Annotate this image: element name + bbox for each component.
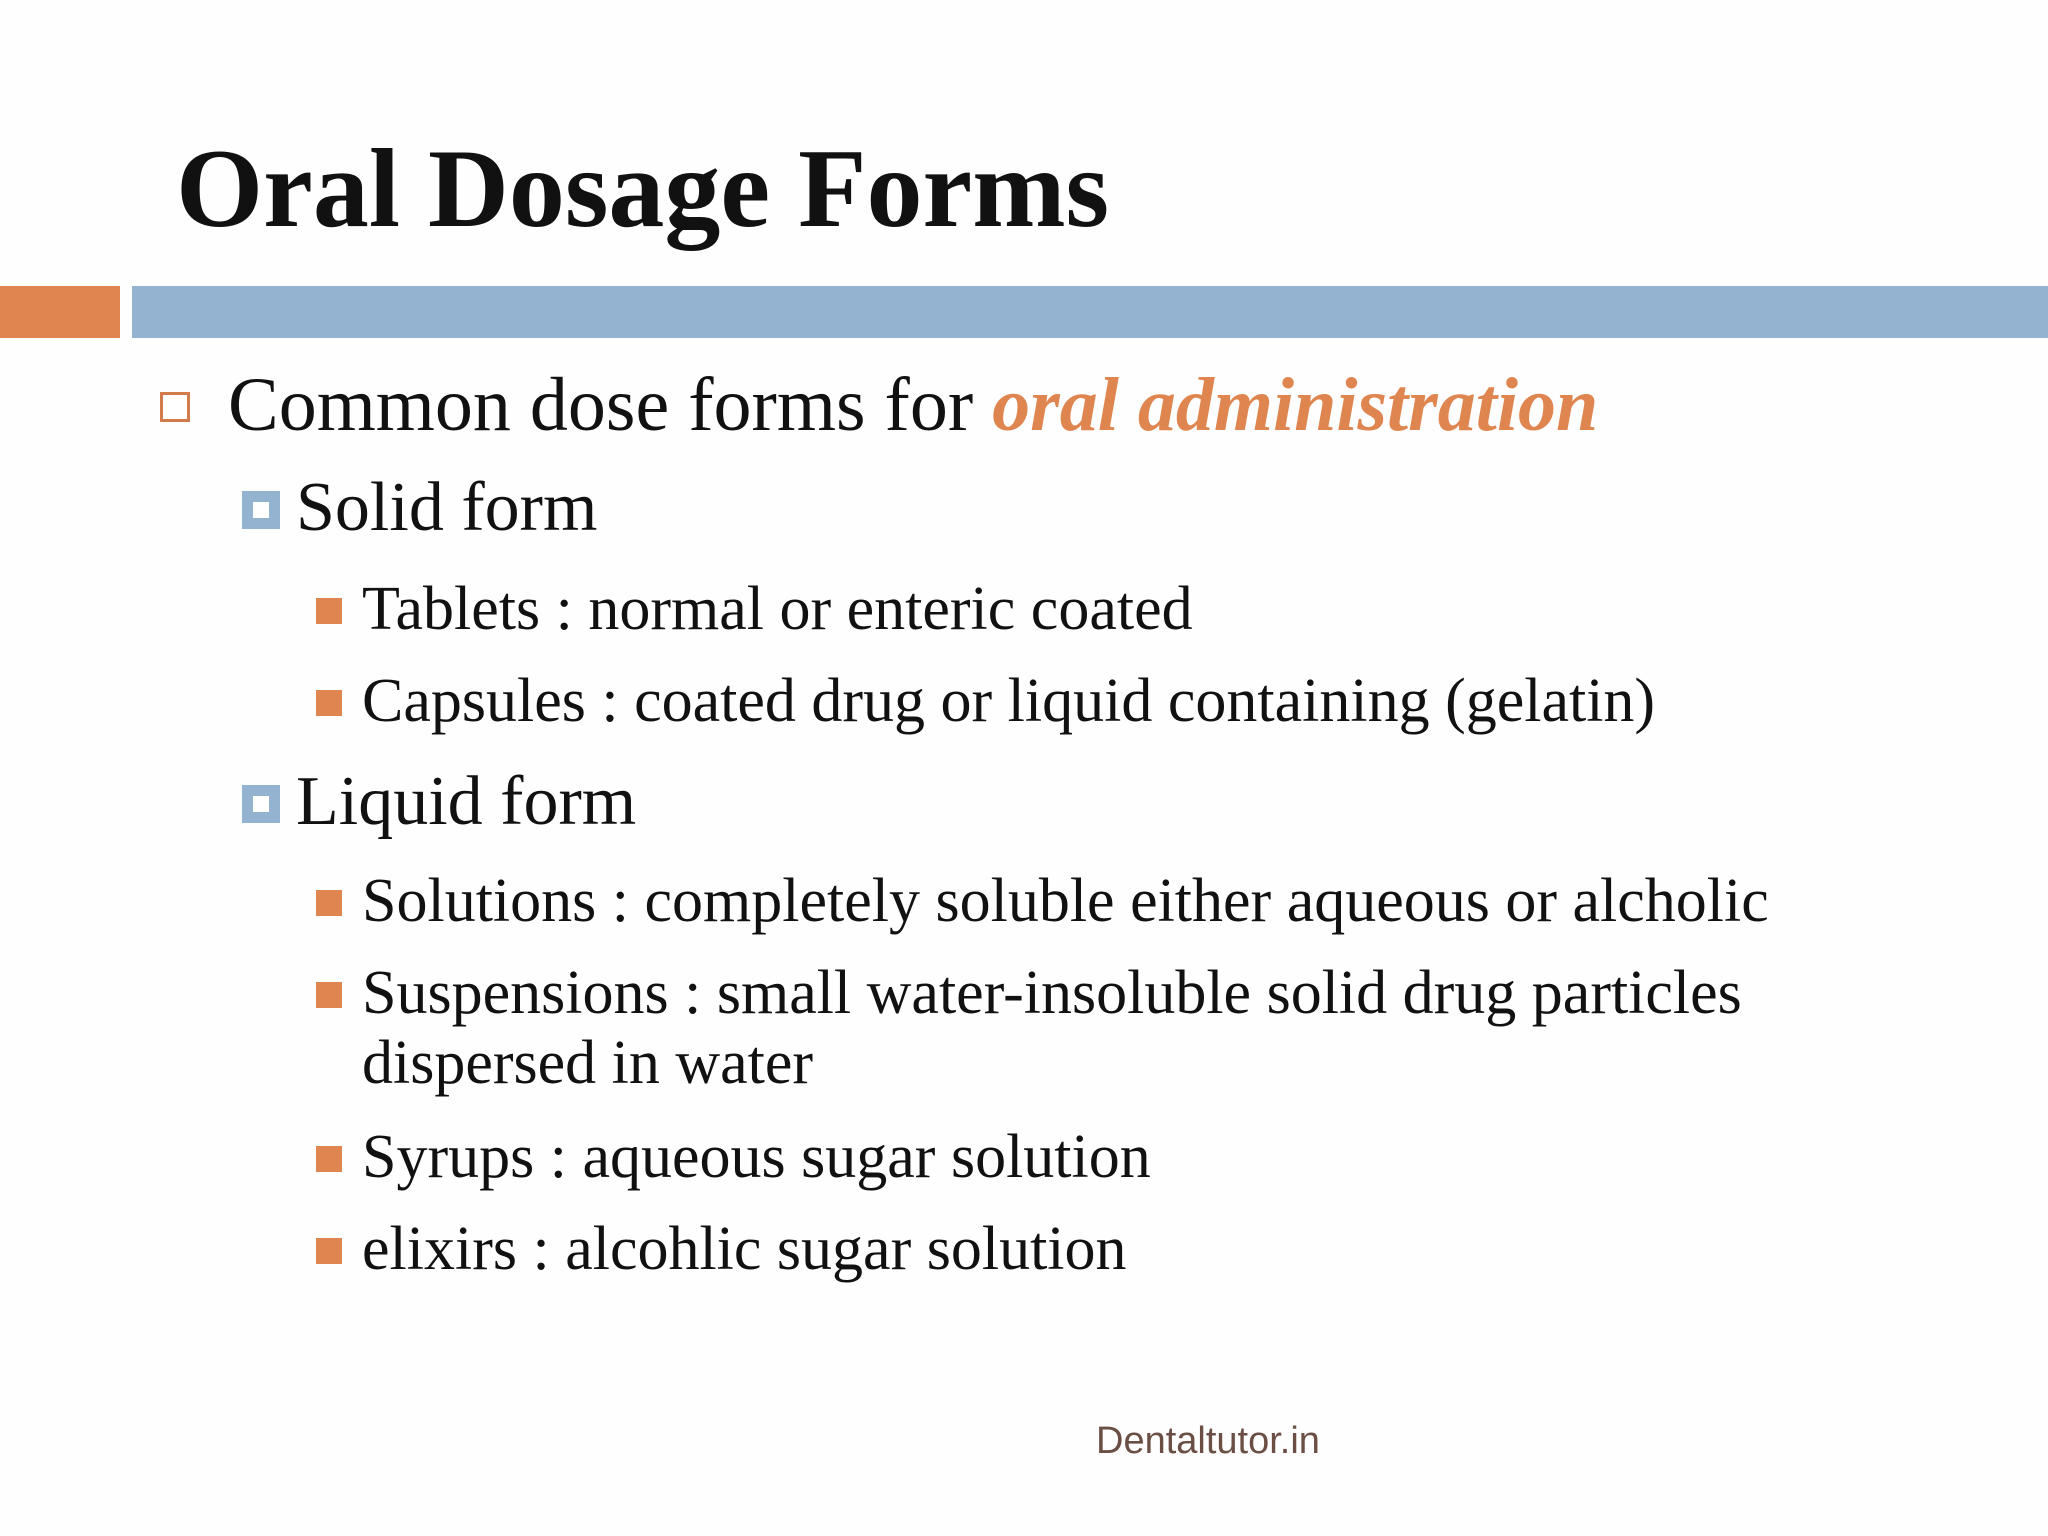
list-item: elixirs : alcohlic sugar solution	[362, 1215, 1127, 1283]
bullet-syrups	[316, 1122, 1151, 1193]
bullet-tablets	[316, 574, 1193, 645]
hollow-square-bullet-icon	[160, 392, 190, 422]
solid-form-label: Solid form	[296, 469, 598, 546]
blue-square-bullet-icon	[242, 785, 280, 823]
list-item: Capsules : coated drug or liquid containing (gelatin)	[362, 667, 1656, 735]
list-item: Tablets : normal or enteric coated	[362, 575, 1193, 643]
bullet-main-point	[160, 362, 1598, 449]
orange-square-bullet-icon	[316, 982, 342, 1008]
bullet-capsules	[316, 666, 1655, 737]
orange-square-bullet-icon	[316, 690, 342, 716]
bullet-elixirs	[316, 1214, 1127, 1285]
slide-title: Oral Dosage Forms	[176, 127, 1110, 251]
list-item-continuation: dispersed in water	[362, 1029, 814, 1097]
liquid-form-label: Liquid form	[296, 763, 637, 840]
footer-watermark: Dentaltutor.in	[1096, 1420, 1320, 1462]
orange-square-bullet-icon	[316, 1146, 342, 1172]
orange-square-bullet-icon	[316, 598, 342, 624]
main-point-text: Common dose forms for	[228, 363, 993, 447]
blue-square-bullet-icon	[242, 491, 280, 529]
main-point-emphasis: oral administration	[992, 363, 1599, 447]
list-item: Suspensions : small water-insoluble solid drug particles	[362, 959, 1742, 1027]
bullet-solutions	[316, 866, 1769, 937]
title-accent-bar-orange	[0, 286, 120, 338]
bullet-liquid-form	[242, 762, 636, 842]
orange-square-bullet-icon	[316, 1238, 342, 1264]
title-accent-bar-blue	[132, 286, 2048, 338]
bullet-suspensions	[316, 958, 1742, 1097]
list-item: Syrups : aqueous sugar solution	[362, 1123, 1151, 1191]
list-item: Solutions : completely soluble either aqueous or alcholic	[362, 867, 1769, 935]
bullet-solid-form	[242, 468, 597, 548]
orange-square-bullet-icon	[316, 890, 342, 916]
